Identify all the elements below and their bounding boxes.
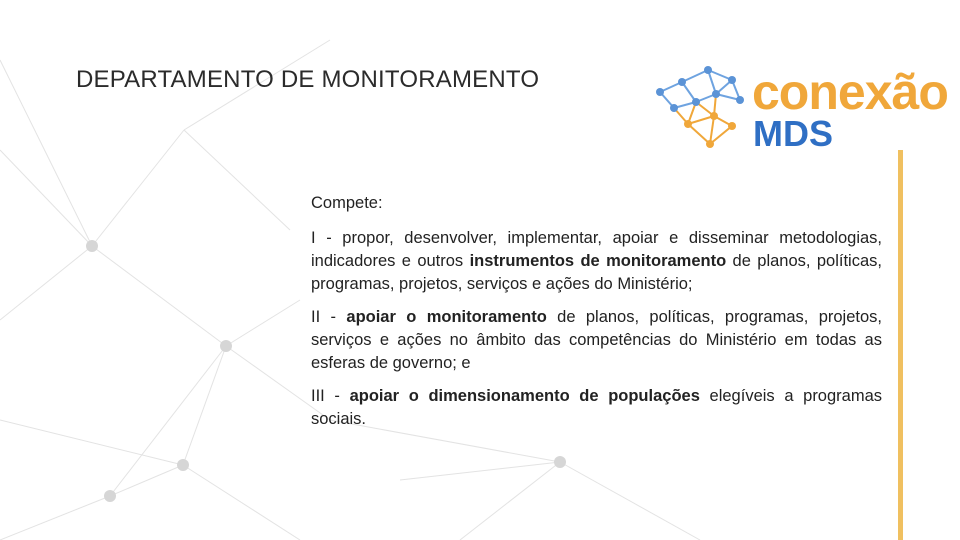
- conexao-mds-logo: [652, 62, 948, 158]
- competency-item-1: [311, 227, 882, 296]
- item-bold-text: instrumentos de monitoramento: [469, 252, 727, 270]
- competency-item-3: [311, 385, 882, 431]
- item-text: II -: [311, 308, 347, 326]
- item-text: de planos, políticas, programas, projetos, serviços e ações no âmbito das competências do Ministério em todas as esferas de governo; e: [311, 308, 882, 372]
- item-text: III -: [311, 387, 350, 405]
- competencies-text: [311, 192, 882, 441]
- logo-word-mds: MDS: [753, 113, 833, 154]
- accent-bar: [898, 150, 903, 540]
- item-text: de planos, políticas, programas, projetos, serviços e ações do Ministério;: [311, 252, 882, 293]
- item-text: elegíveis a programas sociais.: [311, 387, 883, 428]
- page-title: DEPARTAMENTO DE MONITORAMENTO: [76, 66, 540, 93]
- item-text: I - propor, desenvolver, implementar, apoiar e disseminar metodologias, indicadores e outros: [311, 229, 882, 270]
- intro-text: Compete:: [311, 194, 383, 212]
- item-bold-text: apoiar o monitoramento: [346, 308, 547, 326]
- logo-word-conexao: conexão: [752, 64, 948, 120]
- item-bold-text: apoiar o dimensionamento de populações: [349, 387, 700, 405]
- network-logo-icon: [652, 62, 748, 152]
- competency-item-2: [311, 306, 882, 375]
